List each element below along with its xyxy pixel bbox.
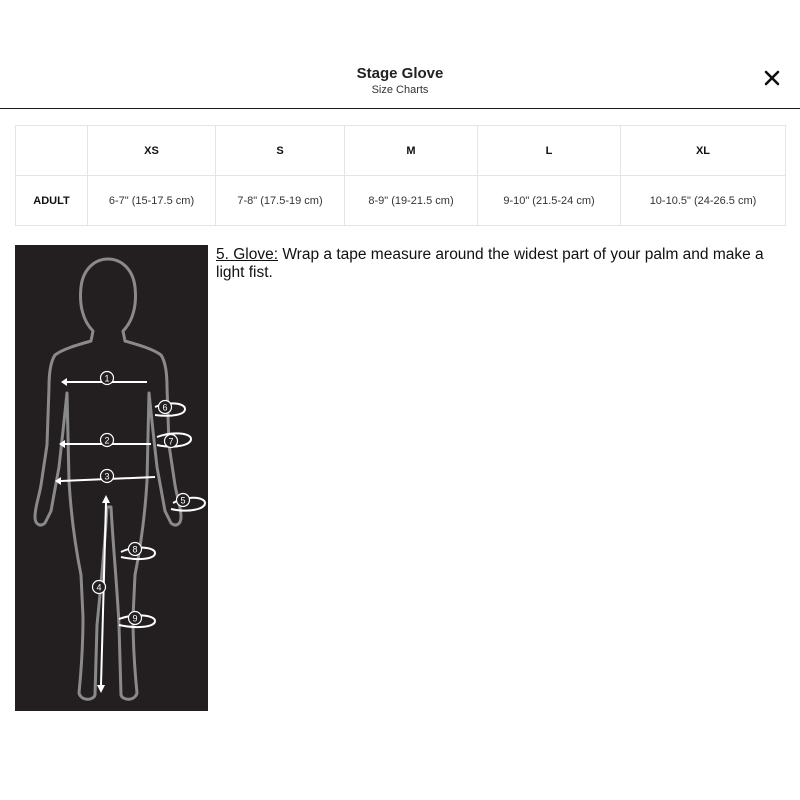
marker-8 xyxy=(129,543,142,556)
measurement-instructions xyxy=(216,246,788,282)
cell-l: 9-10" (21.5-24 cm) xyxy=(478,176,621,226)
arrow-head xyxy=(61,378,67,386)
marker-9 xyxy=(129,612,142,625)
svg-text:6: 6 xyxy=(162,402,168,413)
column-header-l: L xyxy=(478,126,621,176)
svg-text:8: 8 xyxy=(132,544,138,555)
table-header-row xyxy=(16,126,786,176)
svg-text:3: 3 xyxy=(104,471,110,482)
svg-text:1: 1 xyxy=(104,373,110,384)
close-button[interactable] xyxy=(760,66,784,90)
marker-2 xyxy=(101,434,114,447)
column-header-s: S xyxy=(216,126,345,176)
marker-3 xyxy=(101,470,114,483)
svg-text:2: 2 xyxy=(104,435,110,446)
marker-6 xyxy=(159,401,172,414)
column-header-empty xyxy=(16,126,88,176)
inseam-line xyxy=(101,503,106,685)
instruction-label: 5. Glove: xyxy=(216,246,279,263)
cell-xl: 10-10.5" (24-26.5 cm) xyxy=(621,176,786,226)
svg-text:5: 5 xyxy=(180,495,186,506)
body-outline-illustration xyxy=(15,245,208,711)
svg-text:9: 9 xyxy=(132,613,138,624)
arrow-head xyxy=(102,495,110,503)
modal-header xyxy=(0,0,800,109)
instruction-text: Wrap a tape measure around the widest part of your palm and make a light fist. xyxy=(216,246,764,281)
marker-5 xyxy=(177,494,190,507)
cell-m: 8-9" (19-21.5 cm) xyxy=(345,176,478,226)
column-header-m: M xyxy=(345,126,478,176)
svg-text:4: 4 xyxy=(96,582,102,593)
column-header-xs: XS xyxy=(88,126,216,176)
arrow-head xyxy=(97,685,105,693)
row-label-adult: ADULT xyxy=(16,176,88,226)
page-subtitle: Size Charts xyxy=(371,84,429,96)
marker-7 xyxy=(165,435,178,448)
page-title: Stage Glove xyxy=(356,65,444,82)
close-icon xyxy=(760,66,784,90)
svg-text:7: 7 xyxy=(168,436,174,447)
column-header-xl: XL xyxy=(621,126,786,176)
size-chart-table xyxy=(15,125,786,226)
cell-xs: 6-7" (15-17.5 cm) xyxy=(88,176,216,226)
measurement-figure xyxy=(15,245,208,711)
marker-4 xyxy=(93,581,106,594)
cell-s: 7-8" (17.5-19 cm) xyxy=(216,176,345,226)
table-row xyxy=(16,176,786,226)
marker-1 xyxy=(101,372,114,385)
